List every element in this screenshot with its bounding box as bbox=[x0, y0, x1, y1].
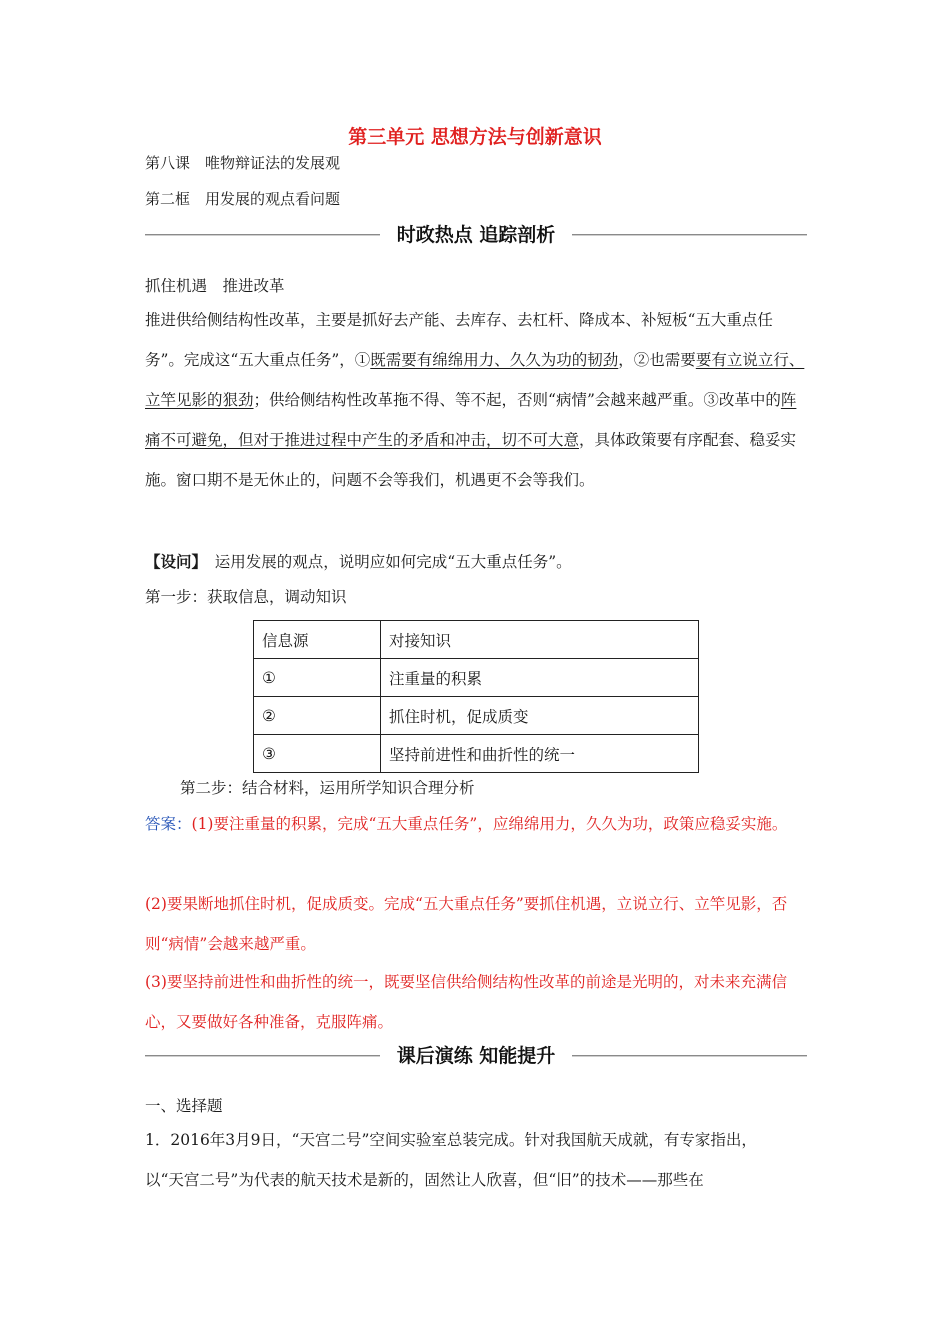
table-row: ② 抓住时机，促成质变 bbox=[254, 697, 699, 735]
table-row: ③ 坚持前进性和曲折性的统一 bbox=[254, 735, 699, 773]
table-row: ① 注重量的积累 bbox=[254, 659, 699, 697]
section-label: 时政热点 追踪剖析 bbox=[396, 224, 556, 246]
answer-2: (2)要果断地抓住时机，促成质变。完成“五大重点任务”要抓住机遇，立说立行、立竿见影，否则“病情”会越来越严重。 bbox=[145, 895, 788, 953]
underlined-text-3: 阵痛不可避免，但对于推进过程中产生的矛盾和冲击，切不可大意 bbox=[145, 391, 797, 449]
section-header-practice bbox=[145, 1041, 807, 1071]
table-header-knowledge: 对接知识 bbox=[381, 621, 699, 659]
question-text: 运用发展的观点，说明应如何完成“五大重点任务”。 bbox=[199, 553, 572, 571]
section-rule-right bbox=[572, 234, 807, 236]
lesson-title: 第八课 唯物辩证法的发展观 bbox=[145, 154, 341, 172]
answer-1: 答案：(1)要注重量的积累，完成“五大重点任务”，应绵绵用力，久久为功，政策应稳妥实施。 bbox=[145, 815, 788, 833]
section-rule-right bbox=[572, 1055, 807, 1057]
question-1-line-2: 以“天宫二号”为代表的航天技术是新的，固然让人欣喜，但“旧”的技术——那些在 bbox=[145, 1171, 704, 1189]
part-heading: 一、选择题 bbox=[145, 1097, 223, 1115]
knowledge-table bbox=[253, 620, 699, 773]
section-header-hot-topics bbox=[145, 220, 807, 250]
table-header-source: 信息源 bbox=[254, 621, 381, 659]
step-one: 第一步：获取信息，调动知识 bbox=[145, 588, 347, 606]
underlined-text-2: 要有立说立行、立竿见影的狠劲 bbox=[145, 351, 805, 409]
answer-label: 答案： bbox=[145, 815, 192, 833]
question-tag: 【设问】 bbox=[145, 552, 200, 571]
underlined-text-1: 既需要有绵绵用力、久久为功的韧劲 bbox=[370, 351, 619, 369]
question-1-line-1: 1．2016年3月9日，“天宫二号”空间实验室总装完成。针对我国航天成就，有专家指出， bbox=[145, 1131, 757, 1149]
frame-title: 第二框 用发展的观点看问题 bbox=[145, 190, 341, 208]
step-two: 第二步：结合材料，运用所学知识合理分析 bbox=[180, 779, 475, 797]
unit-title: 第三单元 思想方法与创新意识 bbox=[348, 126, 602, 148]
table-header-row bbox=[254, 621, 699, 659]
answer-3: (3)要坚持前进性和曲折性的统一，既要坚信供给侧结构性改革的前途是光明的，对未来充满信心，又要做好各种准备，克服阵痛。 bbox=[145, 973, 787, 1031]
topic-heading: 抓住机遇 推进改革 bbox=[145, 277, 285, 295]
question bbox=[145, 548, 572, 576]
material-paragraph: 推进供给侧结构性改革，主要是抓好去产能、去库存、去杠杆、降成本、补短板“五大重点任务”。完成这“五大重点任务”，①既需要有绵绵用力、久久为功的韧劲，②也需要要有立说立行、立竿见影的狠劲；供给侧结构性改革拖不得、等不起，否则“病情”会越来越严重。③改革中的阵痛不可避免，但对于推进过程中产生的矛盾和冲击，切不可大意，具体政策要有序配套、稳妥实施。窗口期不是无休止的，问题不会等我们，机遇更不会等我们。 bbox=[145, 311, 805, 489]
section-label: 课后演练 知能提升 bbox=[396, 1045, 556, 1067]
